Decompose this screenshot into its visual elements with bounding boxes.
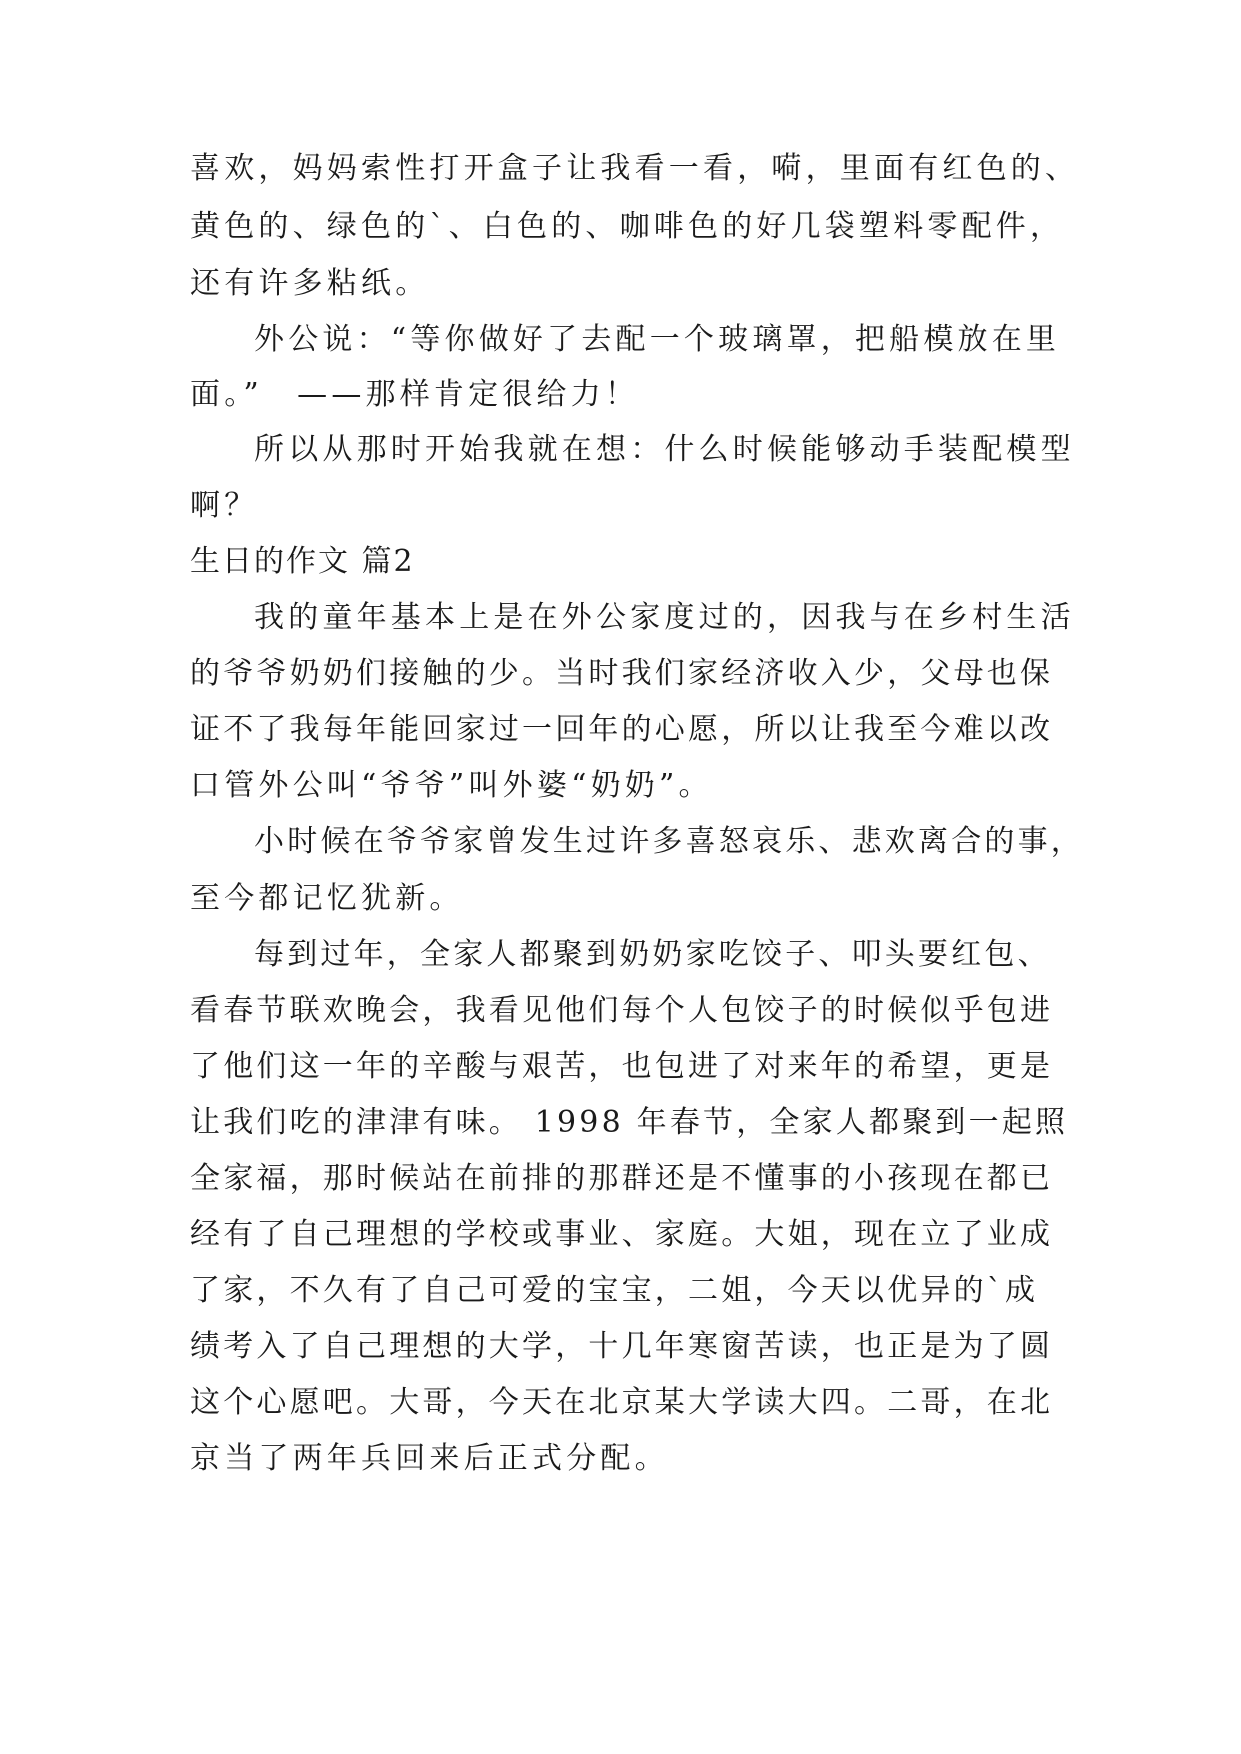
section-heading: 生日的作文 篇2 <box>190 544 415 579</box>
text-line: 看春节联欢晚会，我看见他们每个人包饺子的时候似乎包进 <box>190 993 1054 1028</box>
text-line: 的爷爷奶奶们接触的少。当时我们家经济收入少，父母也保 <box>190 656 1054 691</box>
text-line: 至今都记忆犹新。 <box>190 881 464 916</box>
text-line: 全家福，那时候站在前排的那群还是不懂事的小孩现在都已 <box>190 1161 1054 1196</box>
text-line: 外公说：“等你做好了去配一个玻璃罩，把船模放在里 <box>254 322 1061 357</box>
text-line: 我的童年基本上是在外公家度过的，因我与在乡村生活 <box>254 600 1075 635</box>
text-line: 口管外公叫“爷爷”叫外婆“奶奶”。 <box>190 768 713 803</box>
text-line: 了他们这一年的辛酸与艰苦，也包进了对来年的希望，更是 <box>190 1049 1054 1084</box>
text-line: 证不了我每年能回家过一回年的心愿，所以让我至今难以改 <box>190 712 1054 747</box>
text-line: 这个心愿吧。大哥，今天在北京某大学读大四。二哥，在北 <box>190 1385 1054 1420</box>
text-line: 喜欢，妈妈索性打开盒子让我看一看，嗬，里面有红色的、 <box>190 151 1080 186</box>
text-line: 黄色的、绿色的`、白色的、咖啡色的好几袋塑料零配件， <box>190 209 1065 244</box>
text-line: 所以从那时开始我就在想：什么时候能够动手装配模型 <box>254 432 1075 467</box>
text-line: 京当了两年兵回来后正式分配。 <box>190 1441 669 1476</box>
text-line: 经有了自己理想的学校或事业、家庭。大姐，现在立了业成 <box>190 1217 1054 1252</box>
text-line: 面。” ——那样肯定很给力！ <box>190 377 640 412</box>
text-line: 绩考入了自己理想的大学，十几年寒窗苦读，也正是为了圆 <box>190 1329 1054 1364</box>
text-line: 让我们吃的津津有味。 1998 年春节，全家人都聚到一起照 <box>190 1105 1069 1140</box>
text-line: 小时候在爷爷家曾发生过许多喜怒哀乐、悲欢离合的事， <box>254 824 1084 859</box>
text-line: 啊？ <box>190 488 259 523</box>
text-line: 了家，不久有了自己可爱的宝宝，二姐，今天以优异的`成 <box>190 1273 1039 1308</box>
text-line: 每到过年，全家人都聚到奶奶家吃饺子、叩头要红包、 <box>254 937 1051 972</box>
text-line: 还有许多粘纸。 <box>190 266 430 301</box>
